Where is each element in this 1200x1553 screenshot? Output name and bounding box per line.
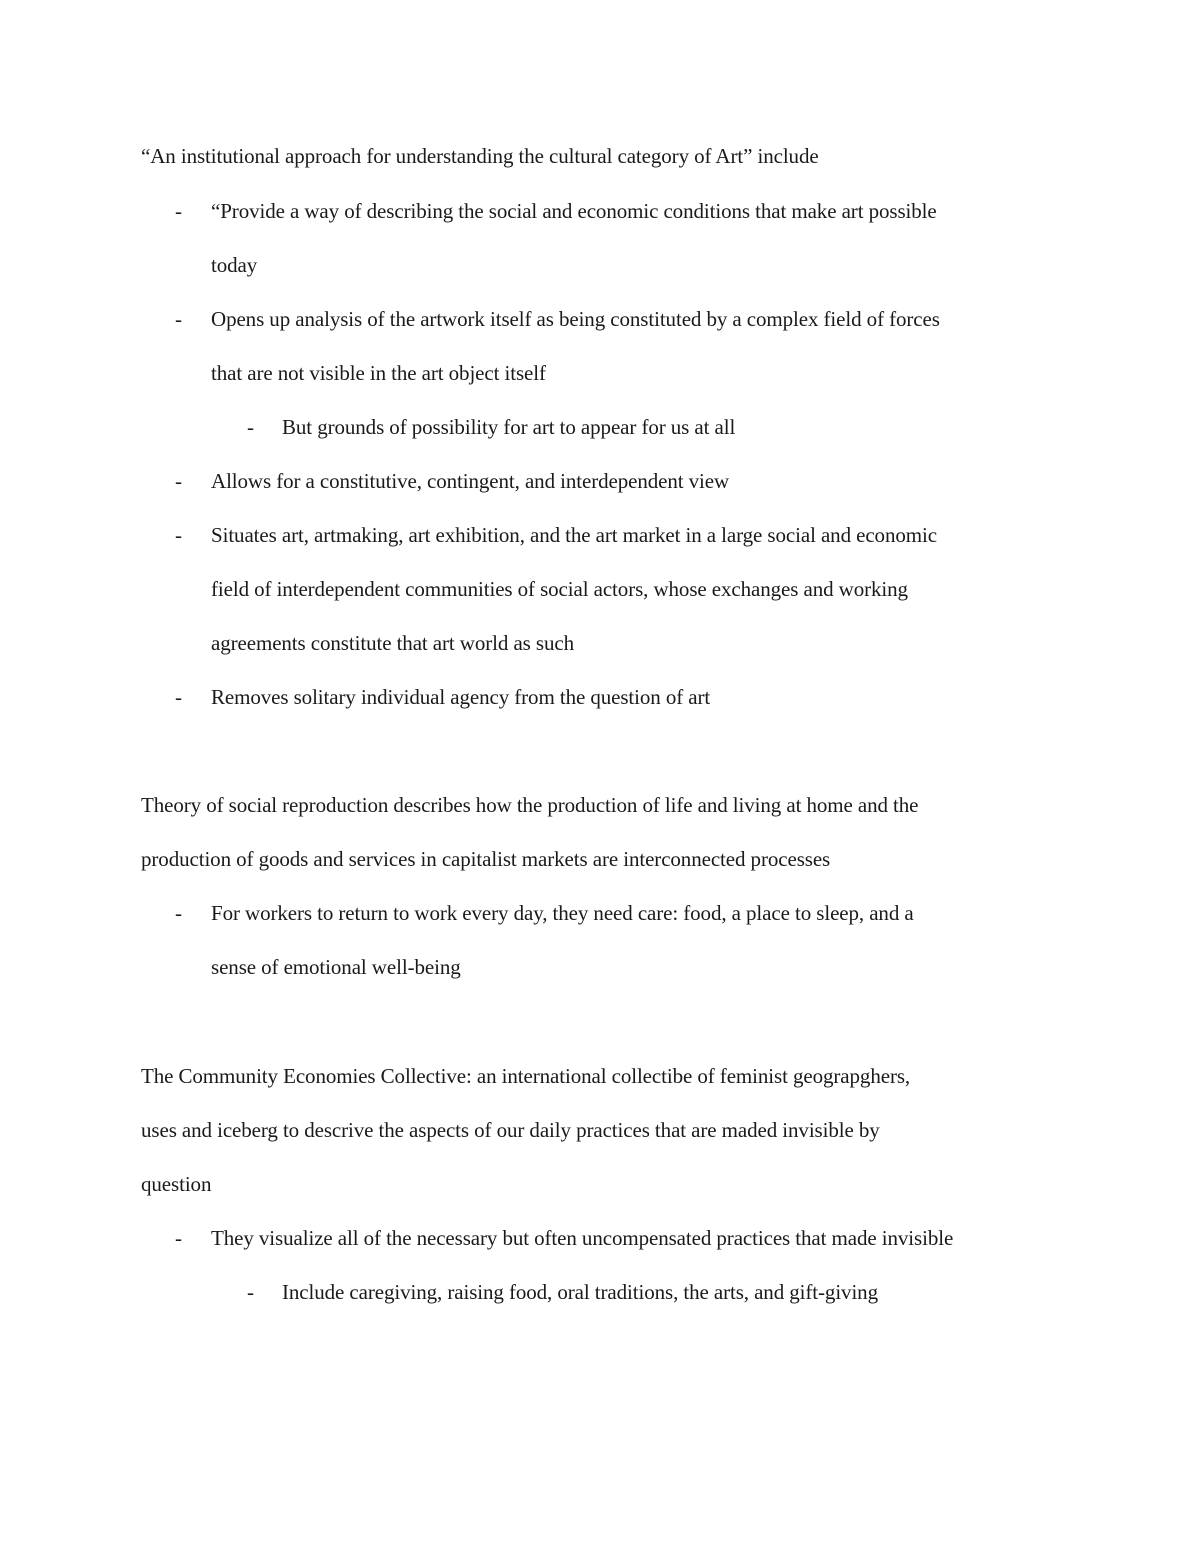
bullet-marker: - — [175, 1226, 182, 1250]
section1-bullet3-line1: Allows for a constitutive, contingent, and interdependent view — [211, 469, 730, 493]
section3-bullet1-line1: They visualize all of the necessary but often uncompensated practices that made invisible — [211, 1226, 954, 1250]
section2-bullet1-line1: For workers to return to work every day, they need care: food, a place to sleep, and a — [211, 901, 914, 925]
sub-bullet-marker: - — [247, 415, 254, 439]
section3-paragraph-line2: uses and iceberg to descrive the aspects of our daily practices that are maded invisible by — [141, 1118, 880, 1142]
section3-bullet1-subbullet1: Include caregiving, raising food, oral traditions, the arts, and gift-giving — [282, 1280, 878, 1304]
bullet-marker: - — [175, 685, 182, 709]
section3-paragraph-line3: question — [141, 1172, 212, 1196]
bullet-marker: - — [175, 523, 182, 547]
section1-bullet1-line2: today — [211, 253, 258, 277]
section1-bullet4-line1: Situates art, artmaking, art exhibition, and the art market in a large social and economic — [211, 523, 937, 547]
sub-bullet-marker: - — [247, 1280, 254, 1304]
section1-bullet4-line3: agreements constitute that art world as such — [211, 631, 574, 655]
section1-bullet5-line1: Removes solitary individual agency from the question of art — [211, 685, 711, 709]
section2-bullet1-line2: sense of emotional well-being — [211, 955, 461, 979]
section2-paragraph-line2: production of goods and services in capitalist markets are interconnected processes — [141, 847, 831, 871]
bullet-marker: - — [175, 901, 182, 925]
bullet-marker: - — [175, 307, 182, 331]
section1-intro: “An institutional approach for understanding the cultural category of Art” include — [141, 144, 819, 168]
section3-paragraph-line1: The Community Economies Collective: an international collectibe of feminist geograpghers, — [141, 1064, 911, 1088]
section1-bullet2-line2: that are not visible in the art object itself — [211, 361, 546, 385]
section1-bullet4-line2: field of interdependent communities of social actors, whose exchanges and working — [211, 577, 908, 601]
bullet-marker: - — [175, 199, 182, 223]
section1-bullet2-line1: Opens up analysis of the artwork itself as being constituted by a complex field of forces — [211, 307, 940, 331]
section2-paragraph-line1: Theory of social reproduction describes how the production of life and living at home and the — [141, 793, 919, 817]
section1-bullet1-line1: “Provide a way of describing the social and economic conditions that make art possible — [211, 199, 937, 223]
section1-bullet2-subbullet1: But grounds of possibility for art to appear for us at all — [282, 415, 736, 439]
bullet-marker: - — [175, 469, 182, 493]
